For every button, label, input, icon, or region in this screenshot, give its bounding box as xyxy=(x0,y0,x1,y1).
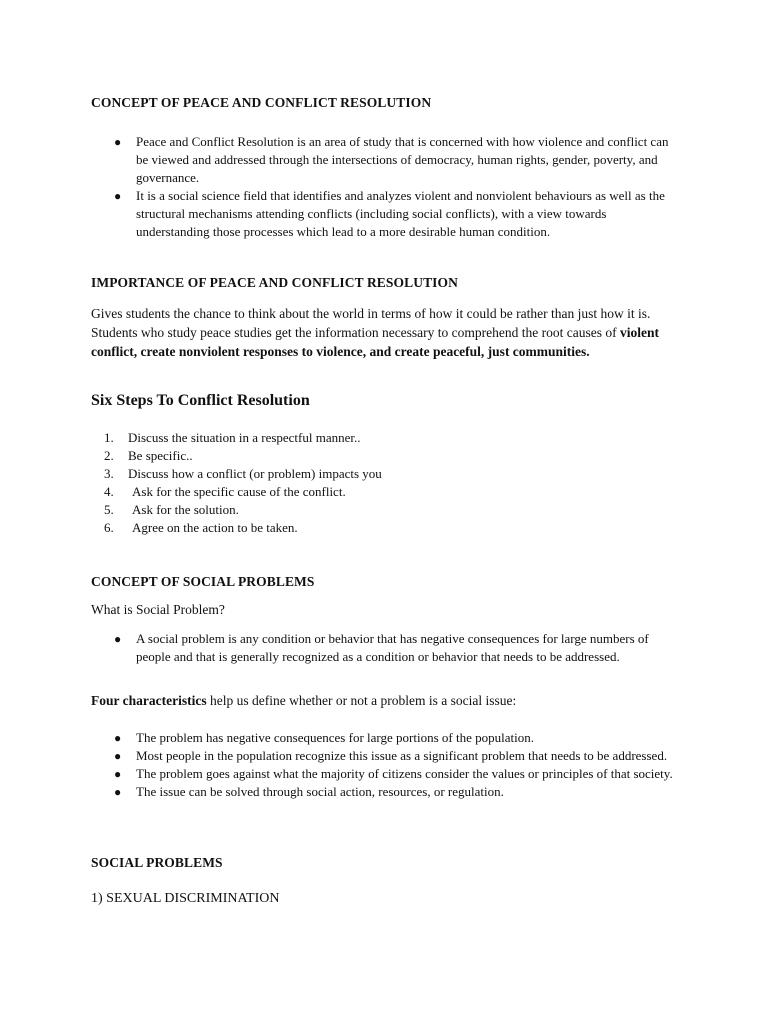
social-question: What is Social Problem? xyxy=(91,602,225,617)
list-item: ● It is a social science field that identifies and analyzes violent and nonviolent behaviours as well as the structural mechanisms attending conflicts (including social conflicts), with a view towards understanding those processes which lead to a more desirable human condition. xyxy=(114,188,665,239)
concept-bullet-list xyxy=(0,133,768,241)
importance-paragraph: Gives students the chance to think about the world in terms of how it could be rather than just how it is. Students who study peace studies get the information necessary to comprehend the root causes of violent conflict, create nonviolent responses to violence, and create peaceful, just communities. xyxy=(91,306,659,359)
social-heading: CONCEPT OF SOCIAL PROBLEMS xyxy=(91,574,315,589)
list-item: 5. Ask for the solution. xyxy=(104,502,239,517)
list-item: ● Most people in the population recognize this issue as a significant problem that needs to be addressed. xyxy=(114,748,668,763)
list-item: 6. Agree on the action to be taken. xyxy=(104,520,298,535)
list-item: 2. Be specific.. xyxy=(104,448,193,463)
bullet-icon: ● xyxy=(114,731,122,745)
bullet-icon: ● xyxy=(114,767,122,781)
list-item: 1. Discuss the situation in a respectful manner.. xyxy=(104,430,361,445)
social-bullet-list xyxy=(0,630,768,666)
bullet-icon: ● xyxy=(114,749,122,763)
list-item: 3. Discuss how a conflict (or problem) impacts you xyxy=(104,466,382,481)
list-item: ● A social problem is any condition or behavior that has negative consequences for large numbers of people and that is generally recognized as a condition or behavior that needs to be addressed. xyxy=(114,631,649,664)
concept-heading: CONCEPT OF PEACE AND CONFLICT RESOLUTION xyxy=(91,95,432,110)
list-item: ● The issue can be solved through social action, resources, or regulation. xyxy=(114,784,504,799)
list-item: ● The problem goes against what the majority of citizens consider the values or principles of that society. xyxy=(114,766,673,781)
problem-item-1: 1) SEXUAL DISCRIMINATION xyxy=(91,891,280,906)
importance-heading: IMPORTANCE OF PEACE AND CONFLICT RESOLUTION xyxy=(91,275,458,290)
characteristics-bullet-list xyxy=(0,729,768,801)
list-item: 4. Ask for the specific cause of the conflict. xyxy=(104,484,346,499)
bullet-icon: ● xyxy=(114,785,122,799)
steps-heading: Six Steps To Conflict Resolution xyxy=(91,392,310,409)
characteristics-intro: Four characteristics help us define whether or not a problem is a social issue: xyxy=(91,693,517,708)
bullet-icon: ● xyxy=(114,632,122,646)
problems-heading: SOCIAL PROBLEMS xyxy=(91,855,223,870)
list-item: ● The problem has negative consequences for large portions of the population. xyxy=(114,730,534,745)
steps-list xyxy=(0,429,382,537)
bullet-icon: ● xyxy=(114,135,122,149)
bullet-icon: ● xyxy=(114,189,122,203)
list-item: ● Peace and Conflict Resolution is an area of study that is concerned with how violence and conflict can be viewed and addressed through the intersections of democracy, human rights, gender, poverty, and governance. xyxy=(114,134,669,185)
